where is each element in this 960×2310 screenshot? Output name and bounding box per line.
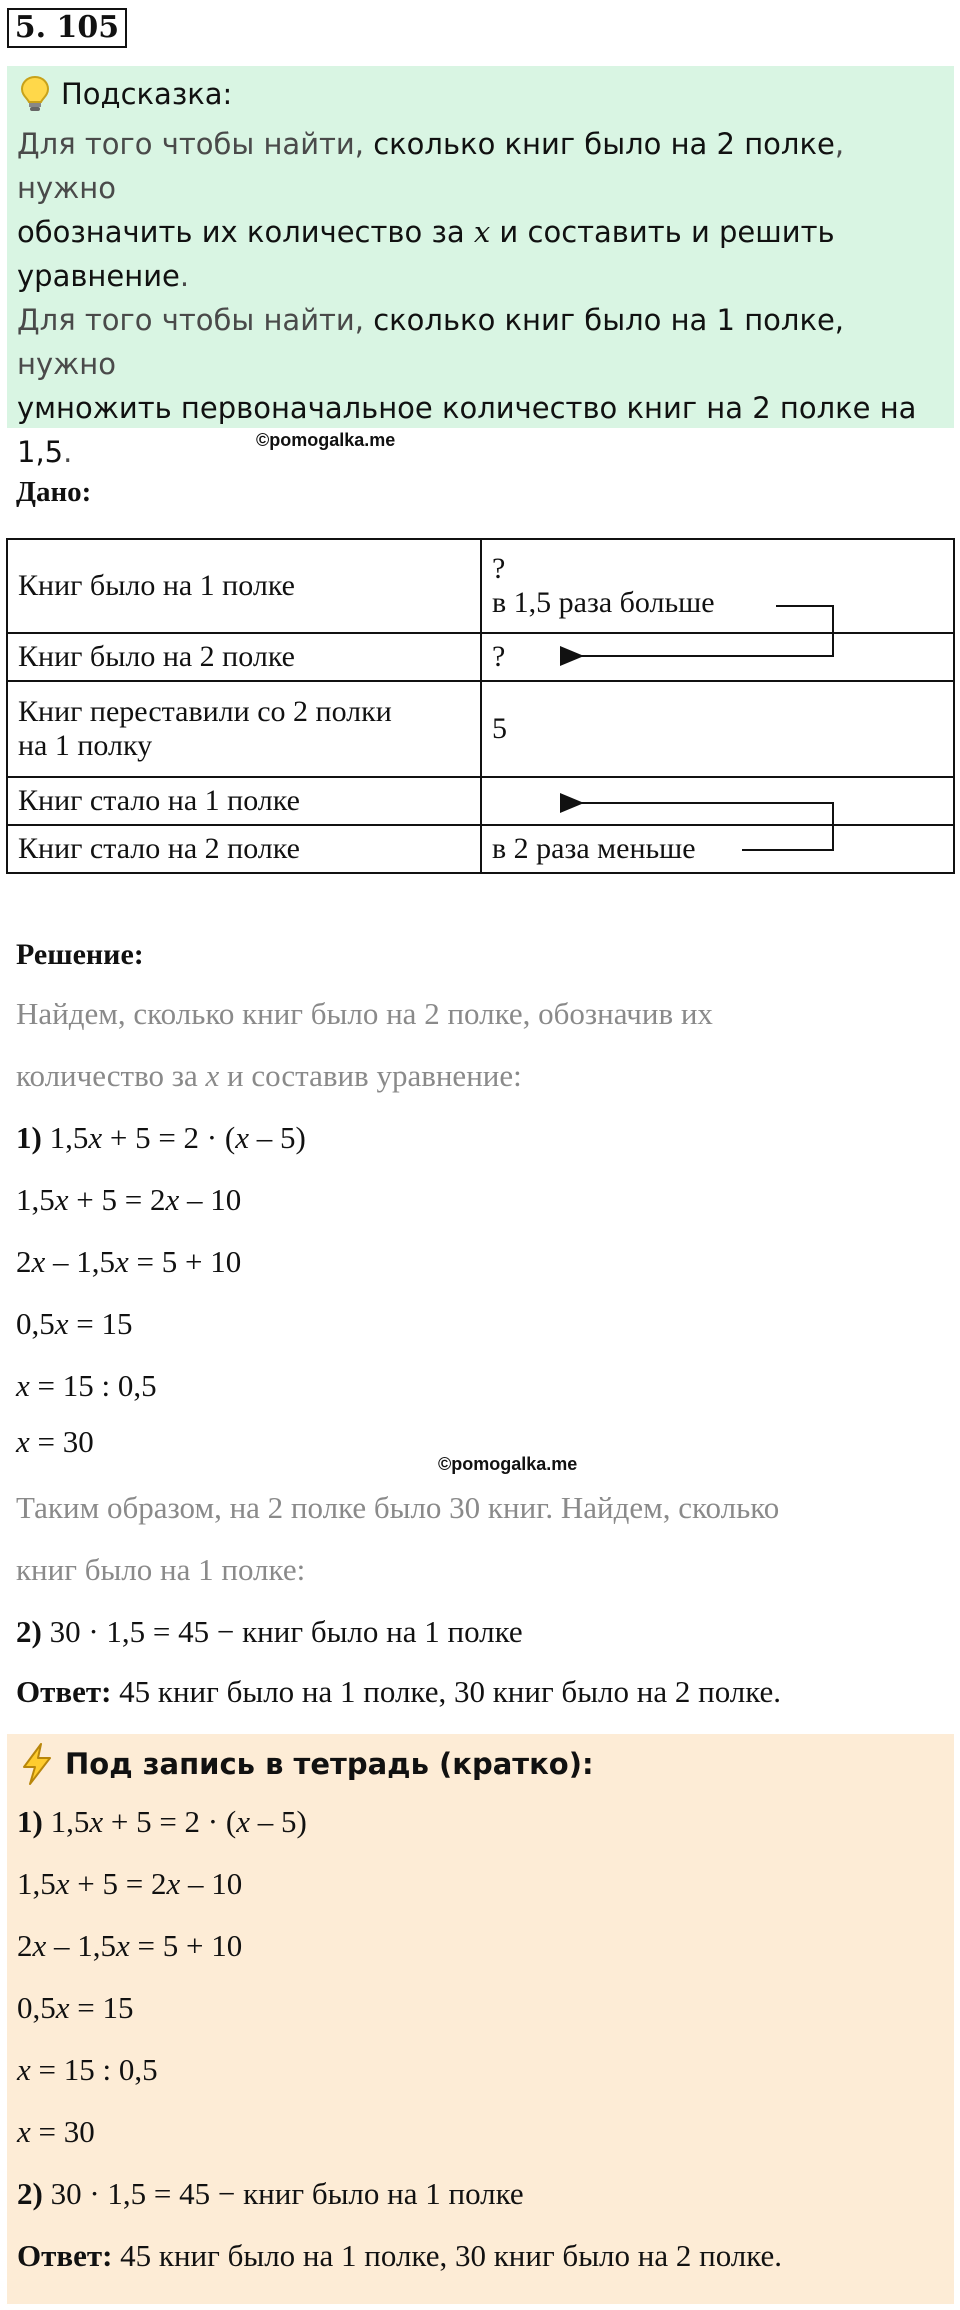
notebook-equation-1: [17, 1804, 307, 1840]
notebook-step-2: [17, 2176, 524, 2212]
answer-label: Ответ:: [17, 2238, 113, 2273]
lightbulb-icon: [19, 74, 51, 114]
table-cell: 5: [481, 681, 954, 777]
answer-text: 45 книг было на 1 полке, 30 книг было на 2 полке.: [112, 2238, 783, 2273]
step-number: 1): [17, 1804, 43, 1839]
notebook-equation-3: 2x – 1,5x = 5 + 10: [17, 1928, 243, 1963]
step-2: [16, 1614, 523, 1650]
hint-text: уравнение: [17, 259, 180, 293]
table-cell: ?: [481, 633, 954, 681]
solution-title: Решение:: [16, 938, 144, 971]
table-row: [7, 539, 954, 633]
solution-intro-line1: Найдем, сколько книг было на 2 полке, обозначив их: [16, 996, 713, 1031]
hint-title-text: Подсказка:: [61, 77, 233, 111]
table-cell: [481, 539, 954, 633]
hint-text: Для того чтобы найти,: [17, 127, 374, 161]
problem-number: 5. 105: [7, 8, 127, 48]
table-row: [7, 681, 954, 777]
notebook-title: [19, 1742, 594, 1786]
notebook-equation-4: 0,5x = 15: [17, 1990, 134, 2025]
equation-3: 2x – 1,5x = 5 + 10: [16, 1244, 242, 1279]
table-cell: [481, 777, 954, 825]
watermark: ©pomogalka.me: [256, 430, 396, 450]
text: количество за: [16, 1058, 206, 1093]
notebook-box: [7, 1734, 954, 2304]
step-text: 30 · 1,5 = 45 − книг было на 1 полке: [42, 2176, 524, 2211]
table-cell: в 2 раза меньше: [481, 825, 954, 873]
table-row: [7, 633, 954, 681]
equation-text: 1,5x + 5 = 2 · (x – 5): [42, 1804, 307, 1839]
hint-text: умножить первоначальное количество книг на 2 полке на: [17, 391, 917, 425]
hint-text: обозначить их количество за: [17, 215, 474, 249]
cell-label: на 1 полку: [18, 729, 153, 762]
cell-value: в 1,5 раза больше: [492, 586, 715, 619]
hint-title: [19, 74, 232, 114]
equation-text: 1,5x + 5 = 2 · (x – 5): [49, 1120, 306, 1155]
table-row: [7, 777, 954, 825]
watermark: ©pomogalka.me: [438, 1454, 578, 1474]
hint-text: , нужно: [17, 127, 845, 205]
solution-intro-line2: [16, 1058, 522, 1094]
hint-para-2: [17, 298, 942, 474]
answer-text: 45 книг было на 1 полке, 30 книг было на 2 полке.: [111, 1674, 782, 1709]
given-title: Дано:: [16, 476, 92, 508]
equation-2: 1,5x + 5 = 2x – 10: [16, 1182, 242, 1217]
answer-label: Ответ:: [16, 1674, 112, 1709]
hint-text: сколько книг было на 2 полке: [373, 127, 835, 161]
hint-text: .: [179, 259, 190, 293]
step-text: 30 · 1,5 = 45 − книг было на 1 полке: [41, 1614, 523, 1649]
notebook-answer: [17, 2238, 782, 2274]
step-number: 2): [17, 2176, 43, 2211]
answer: [16, 1674, 781, 1710]
table-cell: Книг было на 1 полке: [7, 539, 481, 633]
step-number: 1): [16, 1120, 42, 1155]
solution-mid-line1: Таким образом, на 2 полке было 30 книг. Найдем, сколько: [16, 1490, 780, 1525]
lightning-icon: [19, 1742, 55, 1786]
step-number: 2): [16, 1614, 42, 1649]
notebook-equation-2: 1,5x + 5 = 2x – 10: [17, 1866, 243, 1901]
equation-5: x = 15 : 0,5: [16, 1368, 157, 1403]
notebook-title-text: Под запись в тетрадь (кратко):: [65, 1747, 594, 1781]
hint-text: нужно: [17, 347, 116, 381]
hint-text: Для того чтобы найти,: [17, 303, 374, 337]
hint-var: x: [473, 215, 491, 249]
hint-text: и составить и решить: [490, 215, 835, 249]
notebook-equation-5: x = 15 : 0,5: [17, 2052, 158, 2087]
table-cell: Книг стало на 1 полке: [7, 777, 481, 825]
hint-para-1: [17, 122, 942, 298]
table-cell: Книг стало на 2 полке: [7, 825, 481, 873]
notebook-equation-6: x = 30: [17, 2114, 95, 2149]
hint-text: .: [63, 435, 73, 469]
table-cell: Книг было на 2 полке: [7, 633, 481, 681]
equation-1: [16, 1120, 306, 1156]
equation-4: 0,5x = 15: [16, 1306, 133, 1341]
table-row: [7, 825, 954, 873]
hint-body: [17, 122, 942, 474]
table-cell: [7, 681, 481, 777]
var: x: [205, 1058, 220, 1093]
hint-text: 1,5: [17, 435, 64, 469]
text: и составив уравнение:: [219, 1058, 522, 1093]
cell-value: ?: [492, 552, 506, 585]
solution-mid-line2: книг было на 1 полке:: [16, 1552, 306, 1587]
hint-text: сколько книг было на 1 полке,: [373, 303, 845, 337]
cell-label: Книг переставили со 2 полки: [18, 695, 392, 728]
equation-6: x = 30: [16, 1424, 94, 1459]
given-table: [6, 538, 955, 874]
